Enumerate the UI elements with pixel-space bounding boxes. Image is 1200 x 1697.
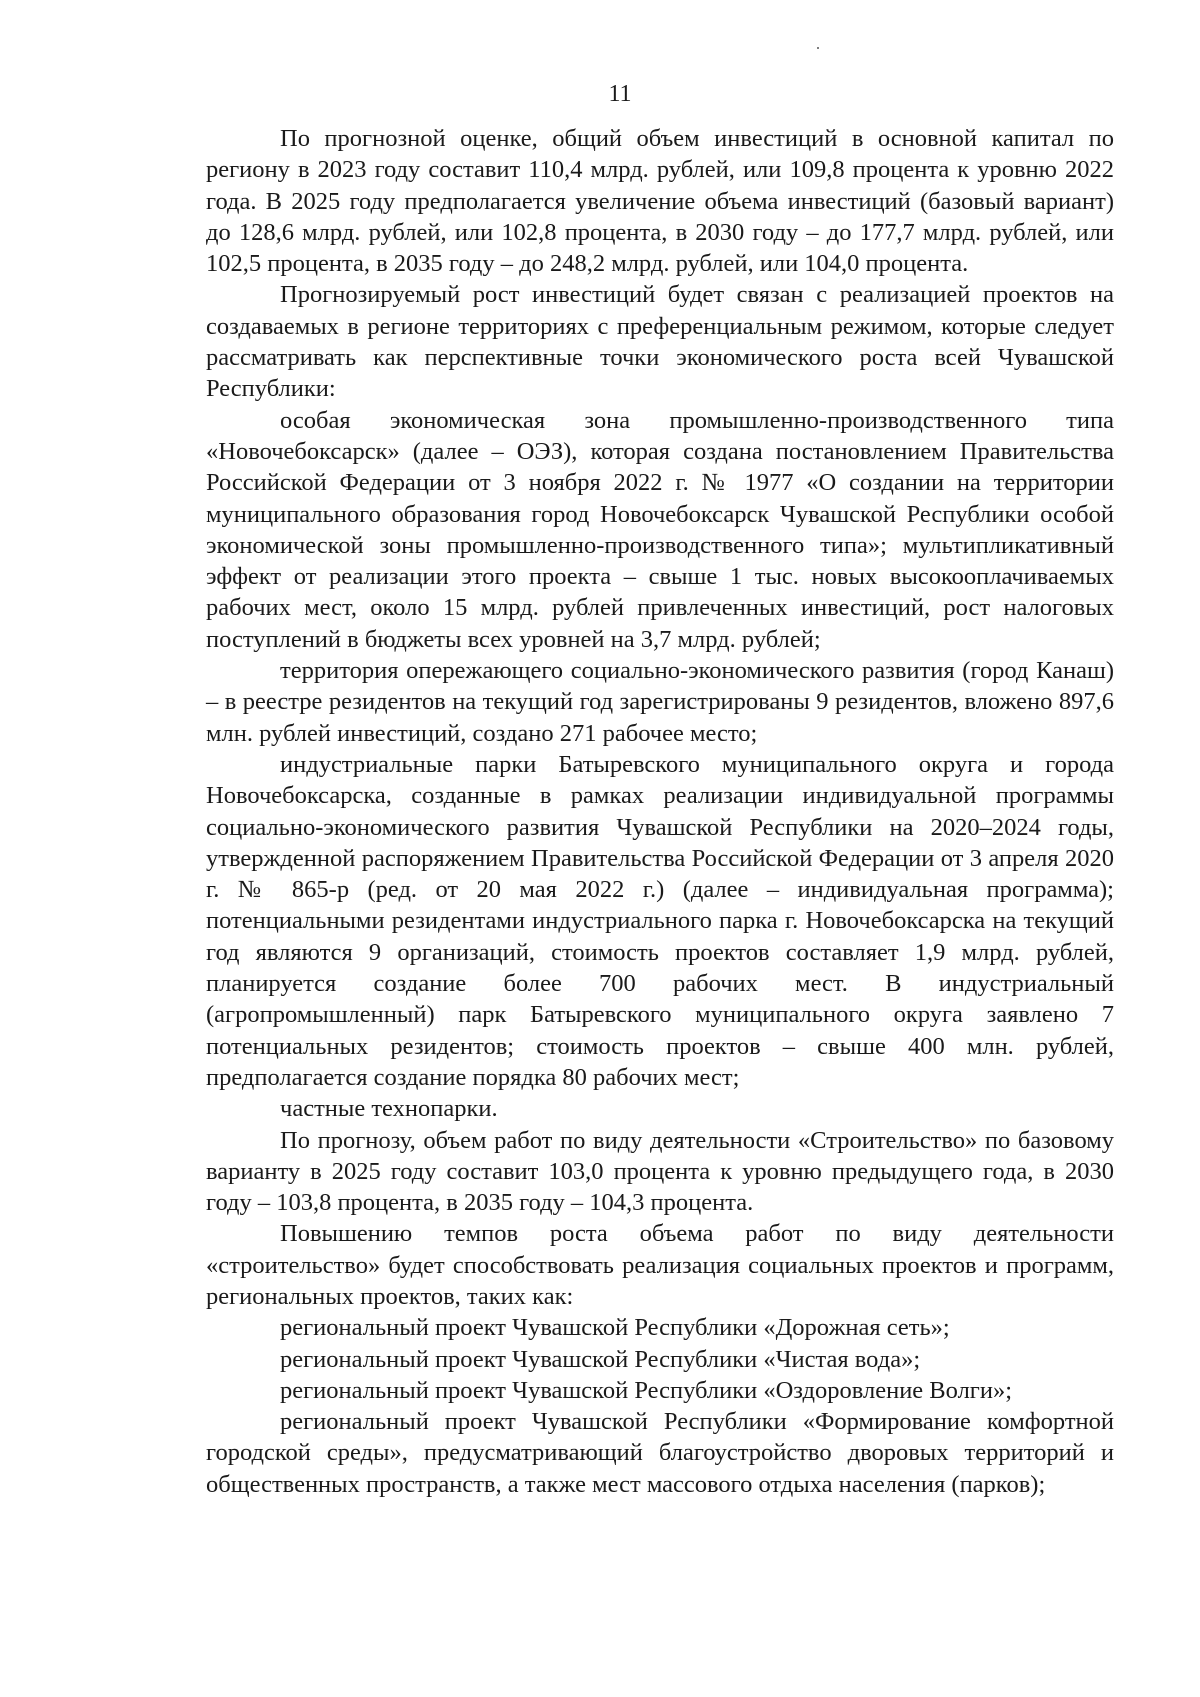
- paragraph-project-clean-water: региональный проект Чувашской Республики «Чистая вода»;: [280, 1345, 921, 1373]
- paragraph-project-urban-environment: региональный проект Чувашской Республики «Формирование комфортной городской среды», предусматривающий благоустройство дворовых территорий и общественных пространств, а также мест массового отдыха населения (парков);: [206, 1408, 1114, 1498]
- paragraph-project-road-network: региональный проект Чувашской Республики «Дорожная сеть»;: [280, 1314, 950, 1342]
- paragraph-special-economic-zone: особая экономическая зона промышленно-производственного типа «Новочебоксарск» (далее – ОЭЗ), которая создана постановлением Правительства Российской Федерации от 3 ноября 2022 г. № 1977 «О создании на территории муниципального образования город Новочебоксарск Чувашской Республики особой экономической зоны промышленно-производственного типа»; мультипликативный эффект от реализации этого проекта – свыше 1 тыс. новых высокооплачиваемых рабочих мест, около 15 млрд. рублей привлеченных инвестиций, рост налоговых поступлений в бюджеты всех уровней на 3,7 млрд. рублей;: [206, 406, 1114, 653]
- paragraph-investment-forecast: По прогнозной оценке, общий объем инвестиций в основной капитал по региону в 2023 году составит 110,4 млрд. рублей, или 109,8 процента к уровню 2022 года. В 2025 году предполагается увеличение объема инвестиций (базовый вариант) до 128,6 млрд. рублей, или 102,8 процента, в 2030 году – до 177,7 млрд. рублей, или 102,5 процента, в 2035 году – до 248,2 млрд. рублей, или 104,0 процента.: [206, 125, 1114, 278]
- paragraph-construction-drivers: Повышению темпов роста объема работ по виду деятельности «строительство» будет способствовать реализация социальных проектов и программ, региональных проектов, таких как:: [206, 1220, 1114, 1310]
- paragraph-technoparks: частные технопарки.: [280, 1095, 498, 1123]
- paragraph-project-volga: региональный проект Чувашской Республики «Оздоровление Волги»;: [280, 1376, 1013, 1404]
- document-body: [206, 123, 1114, 1500]
- paragraph-investment-growth: Прогнозируемый рост инвестиций будет связан с реализацией проектов на создаваемых в регионе территориях с преференциальным режимом, которые следует рассматривать как перспективные точки экономического роста всей Чувашской Республики:: [206, 281, 1114, 403]
- paragraph-industrial-parks: индустриальные парки Батыревского муниципального округа и города Новочебоксарска, созданные в рамках реализации индивидуальной программы социально-экономического развития Чувашской Республики на 2020–2024 годы, утвержденной распоряжением Правительства Российской Федерации от 3 апреля 2020 г. № 865-р (ред. от 20 мая 2022 г.) (далее – индивидуальная программа); потенциальными резидентами индустриального парка г. Новочебоксарска на текущий год являются 9 организаций, стоимость проектов составляет 1,9 млрд. рублей, планируется создание более 700 рабочих мест. В индустриальный (агропромышленный) парк Батыревского муниципального округа заявлено 7 потенциальных резидентов; стоимость проектов – свыше 400 млн. рублей, предполагается создание порядка 80 рабочих мест;: [206, 750, 1114, 1091]
- scan-speck: [817, 47, 819, 49]
- page-number: 11: [608, 81, 632, 107]
- paragraph-advanced-development-territory: территория опережающего социально-экономического развития (город Канаш) – в реестре резидентов на текущий год зарегистрированы 9 резидентов, вложено 897,6 млн. рублей инвестиций, создано 271 рабочее место;: [206, 657, 1114, 747]
- paragraph-construction-forecast: По прогнозу, объем работ по виду деятельности «Строительство» по базовому варианту в 2025 году составит 103,0 процента к уровню предыдущего года, в 2030 году – 103,8 процента, в 2035 году – 104,3 процента.: [206, 1126, 1114, 1217]
